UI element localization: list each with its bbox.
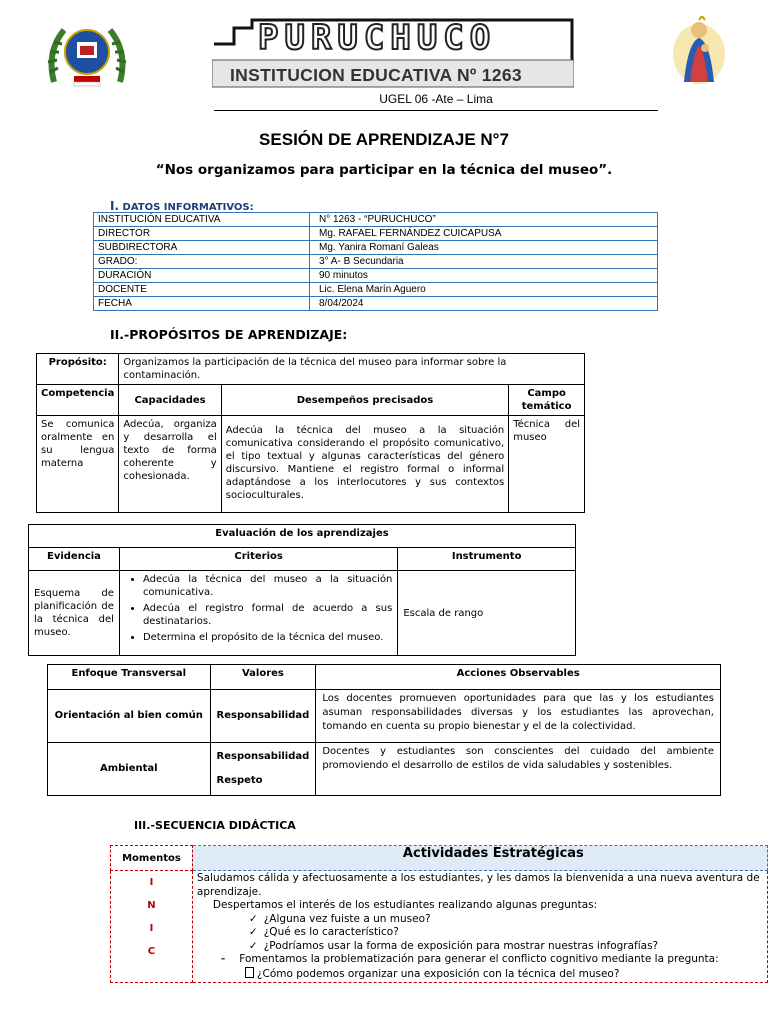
intro-text: Saludamos cálida y afectuosamente a los estudiantes, y les damos la bienvenida a una nueva aventura de aprendizaje. [196, 872, 760, 898]
inicio-letters [111, 871, 192, 957]
inicio-letter: I [149, 877, 154, 888]
question-item [249, 940, 763, 954]
session-subtitle: “Nos organizamos para participar en la técnica del museo”. [155, 162, 613, 178]
info-table [93, 212, 658, 311]
valor-line: Responsabilidad [216, 751, 310, 762]
criterio-item: • Determina el propósito de la técnica del museo. [143, 631, 392, 644]
sequence-table [110, 845, 768, 983]
question-text: ¿Alguna vez fuiste a un museo? [263, 912, 431, 925]
info-value: 90 minutos [310, 269, 658, 283]
header-capacidades: Capacidades [119, 385, 221, 416]
placeholder-box-icon [245, 967, 254, 978]
transversal-table [47, 664, 721, 796]
info-label: DOCENTE [94, 283, 310, 297]
banner-word: PURUCHUCO [258, 18, 497, 58]
valor-cell: Responsabilidad [210, 690, 316, 743]
question-text: ¿Qué es lo característico? [263, 926, 399, 938]
info-row [94, 213, 658, 227]
evidencia-cell: Esquema de planificación de la técnica del museo. [29, 571, 120, 656]
info-label: INSTITUCIÓN EDUCATIVA [94, 213, 310, 227]
header-divider [214, 110, 658, 111]
header-instrumento: Instrumento [398, 548, 576, 571]
virgin-image-logo [668, 16, 730, 86]
criterios-cell [119, 571, 397, 656]
proposito-text: Organizamos la participación de la técnica del museo para informar sobre la contaminación. [119, 354, 585, 385]
enfoque-cell: Ambiental [48, 743, 211, 796]
info-value: Lic. Elena Marín Aguero [310, 283, 658, 297]
info-label: DURACIÓN [94, 269, 310, 283]
criterios-list [125, 573, 392, 644]
inicio-moment [111, 871, 193, 983]
info-label: FECHA [94, 297, 310, 311]
info-value: 8/04/2024 [310, 297, 658, 311]
purposes-table [36, 353, 585, 513]
criterio-item: • Adecúa el registro formal de acuerdo a sus destinatarios. [143, 602, 392, 628]
section1-heading [110, 199, 254, 213]
acciones-cell: Los docentes promueven oportunidades para que las y los estudiantes asuman responsabilidades diversas y los estudiantes las aprovechan, tomando en cuenta su propio bienestar y el de la colectividad. [316, 690, 721, 743]
section1-title: DATOS INFORMATIVOS: [122, 202, 254, 213]
questions-list [197, 913, 763, 954]
header-criterios: Criterios [119, 548, 397, 571]
info-row [94, 283, 658, 297]
school-crest-logo [44, 22, 130, 90]
evaluation-table [28, 524, 576, 656]
section3-title: III.-SECUENCIA DIDÁCTICA [134, 819, 296, 832]
header-enfoque: Enfoque Transversal [48, 665, 211, 690]
instrumento-cell: Escala de rango [398, 571, 576, 656]
valor-cell [210, 743, 316, 796]
campo-cell: Técnica del museo [509, 416, 585, 513]
checkmark-icon: ✓ [248, 912, 258, 925]
ugel-text: UGEL 06 -Ate – Lima [379, 92, 493, 106]
competencia-cell: Se comunica oralmente en su lengua materna [37, 416, 119, 513]
header-competencia: Competencia [37, 385, 119, 416]
info-row [94, 241, 658, 255]
header-acciones: Acciones Observables [316, 665, 721, 690]
inicio-letter: N [147, 900, 156, 911]
acciones-cell: Docentes y estudiantes son conscientes del cuidado del ambiente promoviendo el desarrollo de estilos de vida saludables y sostenibles. [316, 743, 721, 796]
info-row [94, 297, 658, 311]
header-evidencia: Evidencia [29, 548, 120, 571]
dash-bullet-icon: - [220, 953, 226, 965]
info-value: 3° A- B Secundaria [310, 255, 658, 269]
header-actividades: Actividades Estratégicas [192, 846, 767, 871]
proposito-label: Propósito: [37, 354, 119, 385]
banner-subtitle: INSTITUCION EDUCATIVA Nº 1263 [230, 65, 522, 85]
header-desempenos: Desempeños precisados [221, 385, 508, 416]
header-campo: Campo temático [509, 385, 585, 416]
inicio-letter: I [149, 923, 154, 934]
key-question-text: ¿Cómo podemos organizar una exposición con la técnica del museo? [256, 967, 620, 980]
header-momentos: Momentos [111, 846, 193, 871]
evaluation-title: Evaluación de los aprendizajes [29, 525, 576, 548]
info-value: N° 1263 - “PURUCHUCO” [310, 213, 658, 227]
section2-title: II.-PROPÓSITOS DE APRENDIZAJE: [110, 327, 348, 342]
section1-roman: I. [110, 199, 120, 213]
inicio-activities [192, 871, 767, 983]
key-question-line [197, 967, 763, 982]
info-row [94, 269, 658, 283]
info-label: GRADO: [94, 255, 310, 269]
info-value: Mg. Yanira Romaní Galeas [310, 241, 658, 255]
enfoque-cell: Orientación al bien común [48, 690, 211, 743]
info-row [94, 227, 658, 241]
info-label: SUBDIRECTORA [94, 241, 310, 255]
header-valores: Valores [210, 665, 316, 690]
info-label: DIRECTOR [94, 227, 310, 241]
question-item [249, 913, 763, 927]
problematization-text: Fomentamos la problematización para generar el conflicto cognitivo mediante la pregunta: [239, 953, 719, 965]
question-item [249, 926, 763, 940]
desempenos-cell: Adecúa la técnica del museo a la situación comunicativa considerando el propósito comunicativo, el tipo textual y algunas características del género discursivo. Mantiene el registro formal o informal adaptándose a los interlocutores y sus contextos socioculturales. [221, 416, 508, 513]
capacidades-cell: Adecúa, organiza y desarrolla el texto de forma coherente y cohesionada. [119, 416, 221, 513]
criterio-item: • Adecúa la técnica del museo a la situación comunicativa. [143, 573, 392, 599]
checkmark-icon: ✓ [248, 939, 258, 952]
session-title: SESIÓN DE APRENDIZAJE N°7 [259, 130, 509, 149]
checkmark-icon: ✓ [248, 926, 258, 938]
motivation-text: Despertamos el interés de los estudiantes realizando algunas preguntas: [212, 899, 598, 911]
institution-banner [212, 16, 574, 88]
question-text: ¿Podríamos usar la forma de exposición para mostrar nuestras infografías? [263, 939, 659, 952]
info-value: Mg. RAFAEL FERNÁNDEZ CUICAPUSA [310, 227, 658, 241]
valor-line: Respeto [216, 775, 263, 786]
problematization-line [197, 953, 763, 967]
inicio-letter: C [147, 946, 156, 957]
info-row [94, 255, 658, 269]
